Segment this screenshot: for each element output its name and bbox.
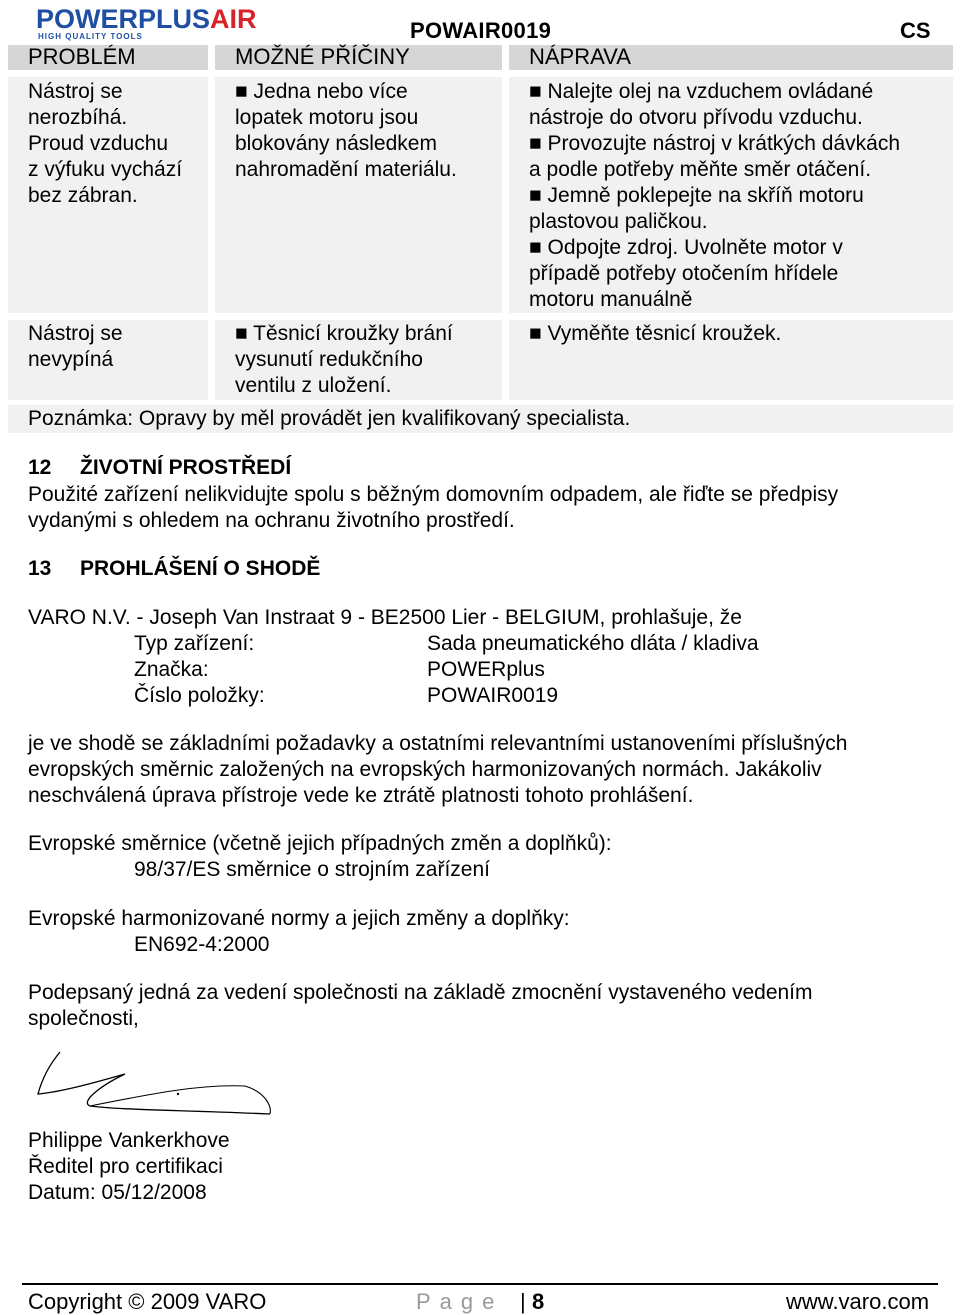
footer-divider — [22, 1283, 938, 1285]
logo-tagline: HIGH QUALITY TOOLS — [38, 32, 143, 41]
field-type-label: Typ zařízení: — [134, 632, 255, 655]
norm-item: EN692-4:2000 — [134, 933, 270, 956]
conformity-text: je ve shodě se základními požadavky a ostatními relevantními ustanoveními příslušných evropských směrnic založených na evropských harmonizovaných normách. Jakákoliv neschválená úprava přístroje vede ke ztrátě platnosti tohoto prohlášení. — [28, 732, 848, 807]
declaration-line: VARO N.V. - Joseph Van Instraat 9 - BE2500 Lier - BELGIUM, prohlašuje, že — [28, 606, 742, 629]
logo-wordmark: POWERPLUSAIR — [36, 4, 257, 34]
section-12-heading: 12 ŽIVOTNÍ PROSTŘEDÍ — [28, 456, 292, 479]
model-number: POWAIR0019 — [410, 18, 552, 43]
language-code: CS — [900, 18, 931, 43]
footer-page-number: 8 — [532, 1289, 545, 1314]
row1-cause: ■ Jedna nebo více lopatek motoru jsou blokovány následkem nahromadění materiálu. — [215, 77, 502, 313]
field-item-value: POWAIR0019 — [427, 684, 559, 707]
directive-item: 98/37/ES směrnice o strojním zařízení — [134, 858, 490, 881]
footer-separator: | — [520, 1289, 526, 1314]
table-note: Poznámka: Opravy by měl provádět jen kvalifikovaný specialista. — [8, 405, 953, 433]
field-item-label: Číslo položky: — [134, 684, 265, 707]
header-problem: PROBLÉM — [8, 45, 208, 70]
footer-website: www.varo.com — [786, 1289, 930, 1314]
header-causes: MOŽNÉ PŘÍČINY — [215, 45, 502, 70]
field-type-value: Sada pneumatického dláta / kladiva — [427, 632, 759, 655]
signatory-block — [28, 1128, 230, 1206]
signature-image — [30, 1044, 280, 1124]
signatory-date: Datum: 05/12/2008 — [28, 1181, 207, 1204]
row1-remedy: ■ Nalejte olej na vzduchem ovládané nástroje do otvoru přívodu vzduchu. ■ Provozujte nástroj v krátkých dávkách a podle potřeby měňte směr otáčení. ■ Jemně poklepejte na skříň motoru plastovou paličkou. ■ Odpojte zdroj. Uvolněte motor v případě potřeby otočením hřídele motoru manuálně — [509, 77, 953, 313]
directives-title: Evropské směrnice (včetně jejich případných změn a doplňků): — [28, 832, 612, 855]
row1-problem: Nástroj se nerozbíhá. Proud vzduchu z výfuku vychází bez zábran. — [8, 77, 208, 313]
signatory-title: Ředitel pro certifikaci — [28, 1155, 223, 1178]
row2-remedy: ■ Vyměňte těsnicí kroužek. — [509, 320, 953, 400]
row2-cause: ■ Těsnicí kroužky brání vysunutí redukčního ventilu z uložení. — [215, 320, 502, 400]
section-13-heading: 13 PROHLÁŠENÍ O SHODĚ — [28, 557, 321, 580]
header-remedy: NÁPRAVA — [509, 45, 953, 70]
norms-title: Evropské harmonizované normy a jejich změny a doplňky: — [28, 907, 570, 930]
field-brand-label: Značka: — [134, 658, 209, 681]
row2-problem: Nástroj se nevypíná — [8, 320, 208, 400]
section-12-text: Použité zařízení nelikvidujte spolu s běžným domovním odpadem, ale řiďte se předpisy vydanými s ohledem na ochranu životního prostředí. — [28, 483, 839, 532]
footer-copyright: Copyright © 2009 VARO — [28, 1289, 267, 1314]
brand-logo — [36, 6, 276, 40]
field-brand-value: POWERplus — [427, 658, 545, 681]
signed-text: Podepsaný jedná za vedení společnosti na základě zmocnění vystaveného vedením společnosti, — [28, 981, 813, 1030]
signatory-name: Philippe Vankerkhove — [28, 1129, 230, 1152]
footer-page-label: Page — [416, 1289, 504, 1314]
